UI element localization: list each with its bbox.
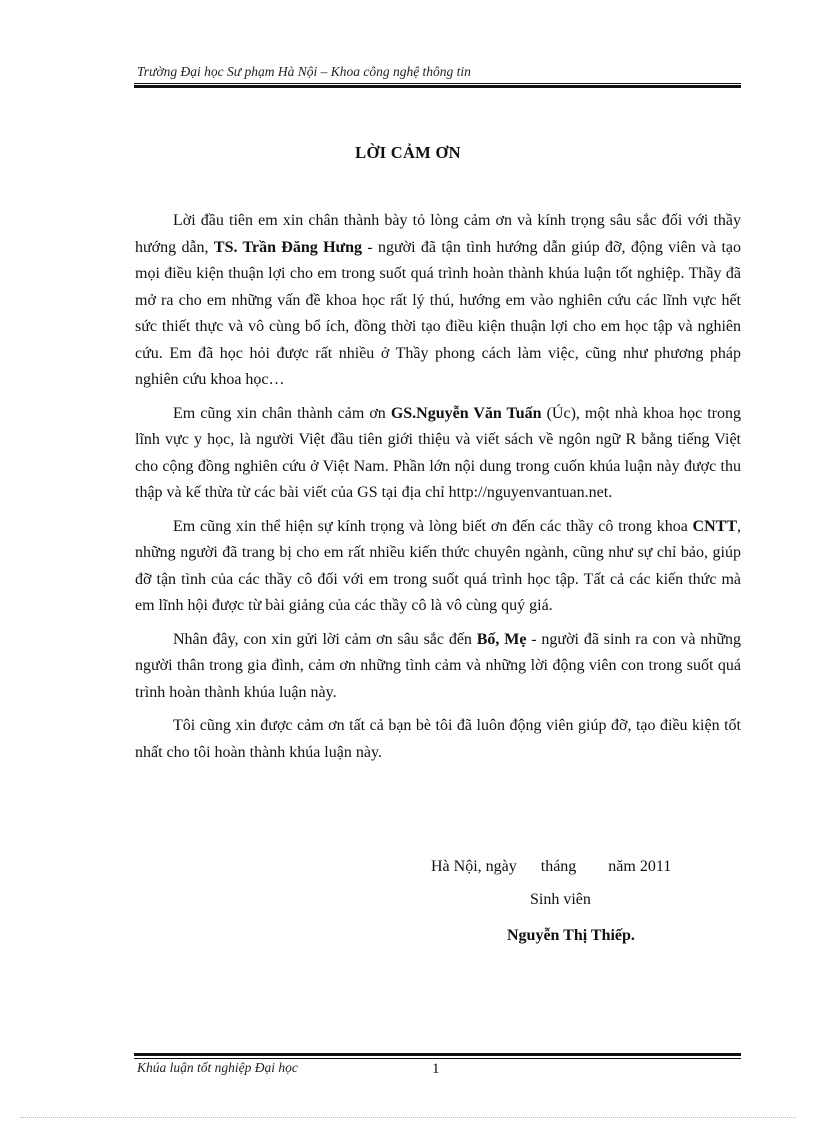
paragraph-1-text-c: - người đã tận tình hướng dẫn giúp đỡ, động viên và tạo mọi điều kiện thuận lợi cho em trong suốt quá trình hoàn thành khúa luận tốt nghiệp. Thầy đã mở ra cho em những vấn đề khoa học rất lý thú, hướng em vào nghiên cứu các lĩnh vực hết sức thiết thực và vô cùng bổ ích, đồng thời tạo điều kiện thuận lợi cho em học tập và nghiên cứu. Em đã học hỏi được rất nhiều ở Thầy phong cách làm việc, cũng như phương pháp nghiên cứu khoa học… <box>135 238 742 388</box>
parents-name: Bố, Mẹ <box>476 630 527 648</box>
footer-rule-thin <box>134 1058 741 1059</box>
paragraph-3-text-a: Em cũng xin thể hiện sự kính trọng và lòng biết ơn đến các thầy cô trong khoa <box>173 517 693 535</box>
page-title: LỜI CẢM ƠN <box>355 143 461 162</box>
paragraph-4-text-a: Nhân đây, con xin gửi lời cảm ơn sâu sắc đến <box>173 630 477 648</box>
paragraph-4 <box>135 627 741 707</box>
acknowledgement-body <box>135 208 741 773</box>
paragraph-3-text-c: , những người đã trang bị cho em rất nhiều kiến thức chuyên ngành, cũng như sự chỉ bảo, giúp đỡ tận tình của các thầy cô đối với em trong suốt quá trình học tập. Tất cả các kiến thức mà em lĩnh hội được từ bài giảng của các thầy cô là vô cùng quý giá. <box>135 517 741 614</box>
page-header: Trường Đại học Sư phạm Hà Nội – Khoa công nghệ thông tin <box>137 64 471 79</box>
advisor-name: TS. Trần Đăng Hưng <box>213 238 363 256</box>
paragraph-2-text-c: (Úc), một nhà khoa học trong lĩnh vực y học, là người Việt đầu tiên giới thiệu và viết sách về ngôn ngữ R bằng tiếng Việt cho cộng đồng nghiên cứu ở Việt Nam. Phần lớn nội dung trong cuốn khúa luận này được thu thập và kế thừa từ các bài viết của GS tại địa chỉ http://nguyenvantuan.net. <box>135 404 742 501</box>
paragraph-5: Tôi cũng xin được cảm ơn tất cả bạn bè tôi đã luôn động viên giúp đỡ, tạo điều kiện tốt nhất cho tôi hoàn thành khúa luận này. <box>135 717 741 761</box>
header-rule-thin <box>134 83 741 84</box>
paragraph-3 <box>135 514 741 620</box>
professor-name: GS.Nguyễn Văn Tuấn <box>390 404 542 422</box>
page-edge-divider <box>20 1117 796 1118</box>
faculty-name: CNTT <box>692 517 737 535</box>
header-rule-thick <box>134 85 741 88</box>
signoff-date: Hà Nội, ngày tháng năm 2011 <box>431 858 672 875</box>
paragraph-1-text-a: Lời đầu tiên em xin chân thành bày tỏ lòng cảm ơn và kính trọng sâu sắc đối với thầy hướng dẫn, <box>135 212 741 256</box>
signoff-role: Sinh viên <box>530 891 591 908</box>
signoff-name: Nguyễn Thị Thiếp. <box>507 927 635 944</box>
footer-rule-thick <box>134 1053 741 1056</box>
paragraph-1 <box>135 208 741 394</box>
paragraph-4-text-c: - người đã sinh ra con và những người thân trong gia đình, cảm ơn những tình cảm và những lời động viên con trong suốt quá trình hoàn thành khúa luận này. <box>135 630 742 701</box>
paragraph-2-text-a: Em cũng xin chân thành cảm ơn <box>173 404 391 422</box>
page-number: 1 <box>432 1061 440 1077</box>
paragraph-2 <box>135 401 741 507</box>
page-footer: Khúa luận tốt nghiệp Đại học <box>137 1060 298 1075</box>
